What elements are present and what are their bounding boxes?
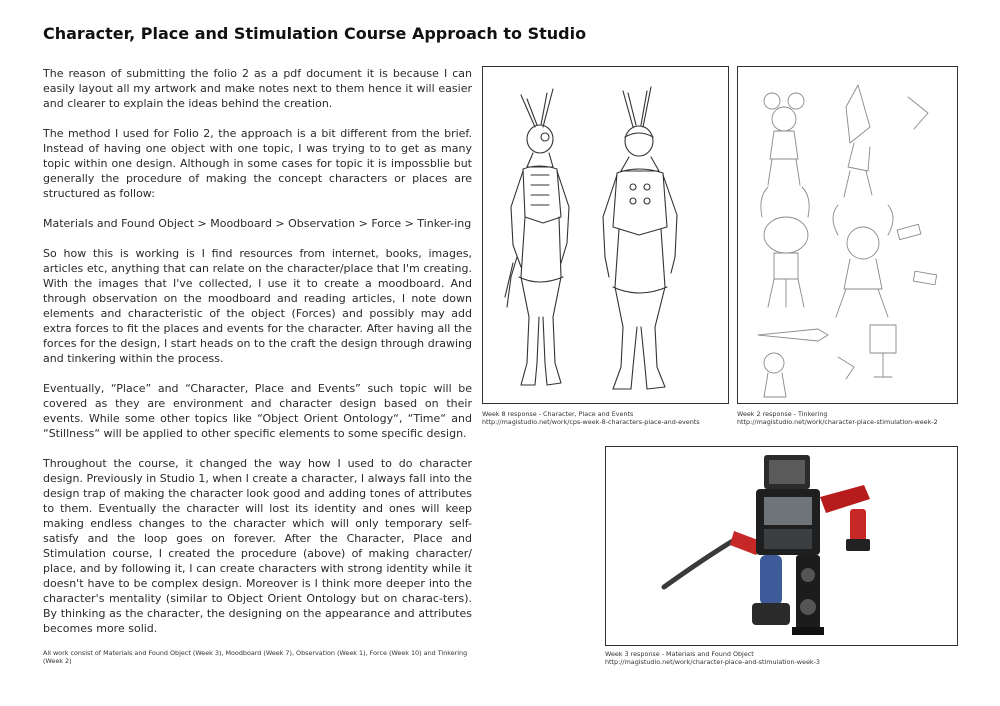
figure-caption-week2 — [737, 410, 938, 426]
figure-character-lineart — [482, 66, 729, 404]
paragraph-reflection: Throughout the course, it changed the way how I used to do character design. Previously in Studio 1, when I create a character, I always fall into the design trap of making the character look good and adding tones of attributes to them. Eventually the character will lost its identity and ones will keep making endless changes to the character which will only temporary self-satisfy and the loop goes on forever. After the Character, Place and Stimulation course, I created the procedure (above) of making character/ place, and by following it, I can create characters with strong identity while it doesn't have to be complex design. Moreover is I think more deeper into the character's mentality (similar to Object Orient Ontology but on charac-ters). By thinking as the character, the designing on the appearance and attributes becomes more solid. — [43, 457, 472, 635]
caption-title: Week 2 response - Tinkering — [737, 410, 828, 418]
body-text — [43, 66, 472, 651]
footnote: All work consist of Materials and Found Object (Week 3), Moodboard (Week 7), Observation (Week 1), Force (Week 10) and Tinkering (Week 2) — [43, 649, 468, 665]
figure-caption-week3 — [605, 650, 820, 666]
found-object-robot-image — [606, 447, 957, 645]
caption-link[interactable]: http://magistudio.net/work/character-place-stimulation-week-2 — [737, 418, 938, 426]
tinkering-sketch-drawing — [738, 67, 957, 403]
paragraph-topics: Eventually, “Place” and “Character, Place and Events” such topic will be covered as they are environment and character design based on their events. While some other topics like “Object Orient Ontology“, “Time“ and “Stillness“ will be applied to other specific elements to some specific design. — [43, 382, 472, 440]
caption-title: Week 3 response - Materials and Found Object — [605, 650, 754, 658]
figure-tinkering-sketches — [737, 66, 958, 404]
caption-title: Week 8 response - Character, Place and Events — [482, 410, 634, 418]
paragraph-intro: The reason of submitting the folio 2 as a pdf document it is because I can easily layout all my artwork and make notes next to them hence it will easier and clearer to explain the ideas behind the creation. — [43, 67, 472, 110]
page-title: Character, Place and Stimulation Course Approach to Studio — [43, 24, 587, 43]
figure-caption-week8 — [482, 410, 700, 426]
character-lineart-drawing — [483, 67, 728, 403]
paragraph-method: The method I used for Folio 2, the approach is a bit different from the brief. Instead of having one object with one topic, I was trying to to get as many topic within one design. Although in some cases for topic it is impossblie but generally the procedure of making the concept characters or places are structured as follow: — [43, 127, 472, 200]
paragraph-process: So how this is working is I find resources from internet, books, images, articles etc, anything that can relate on the character/place that I'm creating. With the images that I've collected, I use it to create a moodboard. And through observation on the moodboard and reading articles, I note down elements and characteristic of the object (Forces) and possibly may add extra forces to fit the places and events for the character. After having all the forces for the design, I start heads on to the craft the design through drawing and tinkering within the process. — [43, 247, 472, 365]
figure-found-object-robot — [605, 446, 958, 646]
caption-link[interactable]: http://magistudio.net/work/character-place-and-stimulation-week-3 — [605, 658, 820, 666]
paragraph-procedure: Materials and Found Object > Moodboard > Observation > Force > Tinker-ing — [43, 217, 472, 230]
caption-link[interactable]: http://magistudio.net/work/cps-week-8-characters-place-and-events — [482, 418, 700, 426]
